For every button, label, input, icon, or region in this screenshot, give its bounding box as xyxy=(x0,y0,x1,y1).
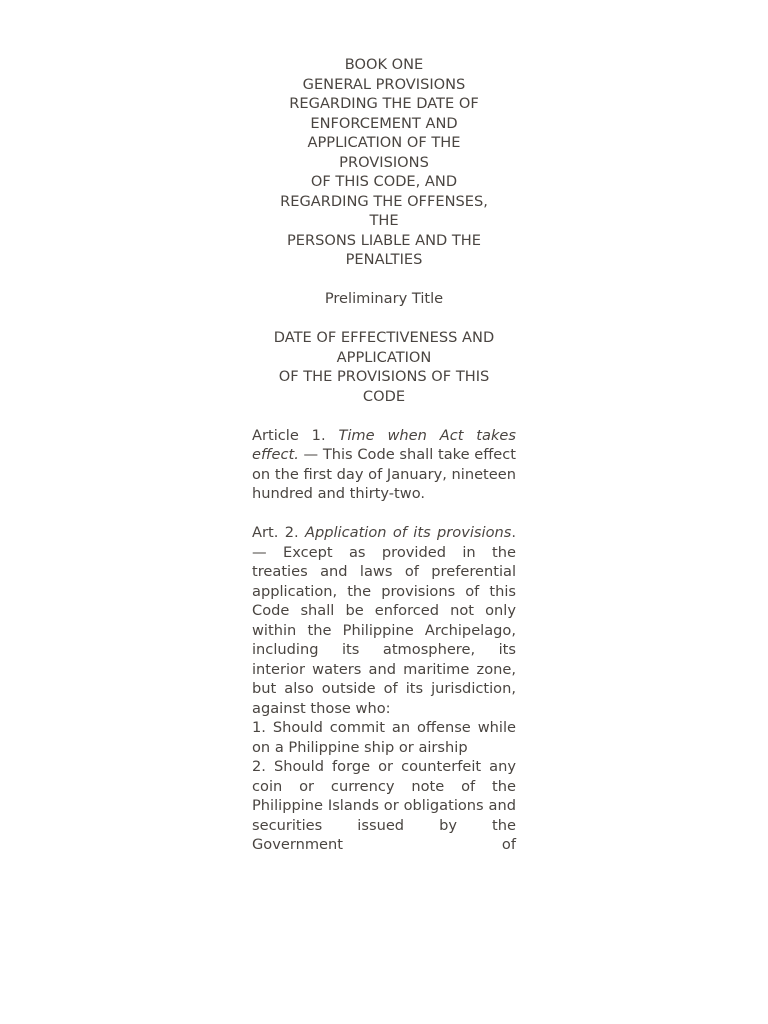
article-2-title: Application of its provisions xyxy=(304,524,512,541)
article-1-body: — This Code shall take effect on the first day of January, nineteen hundred and thirty-two. xyxy=(252,446,516,502)
article-1 xyxy=(252,426,516,504)
spacer xyxy=(252,406,516,426)
book-heading-line: THE xyxy=(369,212,399,229)
book-heading xyxy=(252,55,516,270)
section-heading xyxy=(252,328,516,406)
section-heading-line: OF THE PROVISIONS OF THIS xyxy=(278,368,490,385)
book-heading-line: PERSONS LIABLE AND THE xyxy=(286,231,482,249)
preliminary-title: Preliminary Title xyxy=(324,290,444,307)
section-heading-line: APPLICATION xyxy=(336,348,432,366)
spacer xyxy=(252,504,516,524)
article-2-body: . — Except as provided in the treaties and laws of preferential application, the provisions of this Code shall be enforced not only within the Philippine Archipelago, including its atmosphere, its interior waters and maritime zone, but also outside of its jurisdiction, against those who: xyxy=(252,524,516,717)
book-heading-line: GENERAL PROVISIONS xyxy=(302,75,466,93)
book-heading-line: BOOK ONE xyxy=(344,56,424,73)
book-heading-line: PROVISIONS xyxy=(339,153,429,171)
book-heading-line: REGARDING THE DATE OF xyxy=(289,95,479,112)
article-1-label: Article 1. xyxy=(252,426,326,444)
book-heading-line: OF THIS CODE, AND xyxy=(310,173,458,190)
article-2-item-1: 1. Should commit an offense while on a Philippine ship or airship xyxy=(252,719,516,756)
article-1-title: Time when Act takes effect. xyxy=(252,426,517,463)
document-page xyxy=(252,55,516,855)
article-2 xyxy=(252,523,516,718)
book-heading-line: ENFORCEMENT AND xyxy=(310,114,458,132)
book-heading-line: APPLICATION OF THE xyxy=(307,134,461,151)
spacer xyxy=(252,270,516,290)
article-2-label: Art. 2. xyxy=(252,524,299,541)
book-heading-line: PENALTIES xyxy=(345,251,423,268)
article-2-item-2: 2. Should forge or counterfeit any coin or currency note of the Philippine Islands or obligations and securities issued by the Government of xyxy=(252,758,516,853)
spacer xyxy=(252,309,516,329)
book-heading-line: REGARDING THE OFFENSES, xyxy=(280,192,488,210)
section-heading-line: CODE xyxy=(362,387,406,405)
section-heading-line: DATE OF EFFECTIVENESS AND xyxy=(273,329,495,346)
